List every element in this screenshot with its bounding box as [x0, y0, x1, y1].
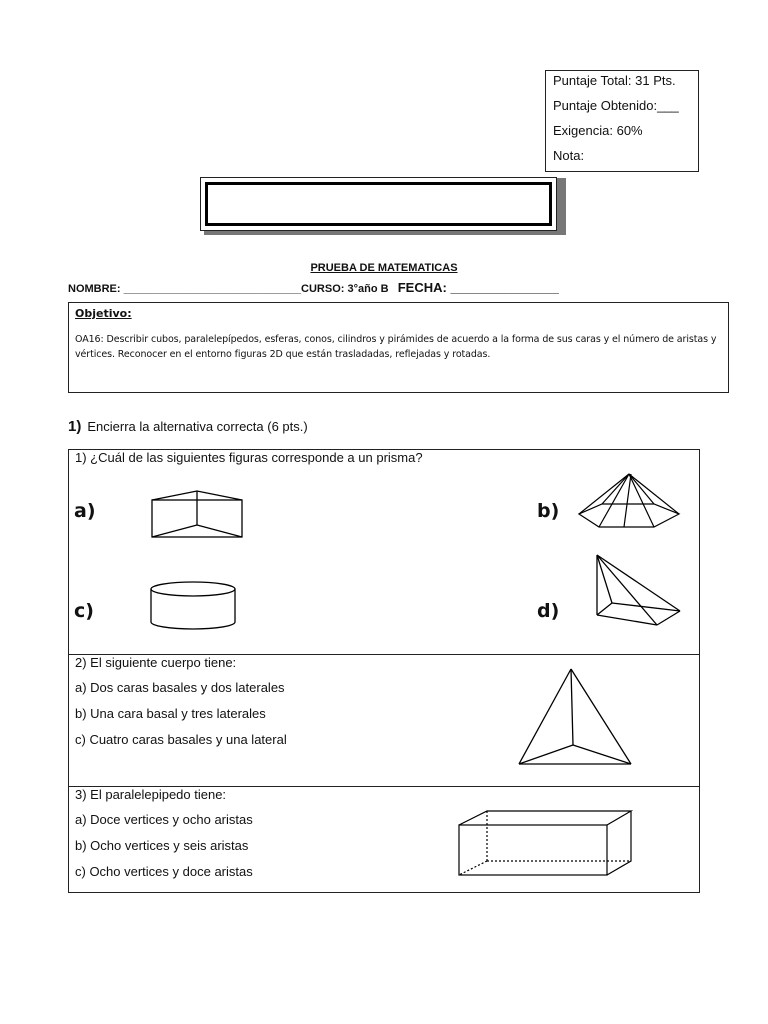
- question-3-box: [68, 787, 700, 893]
- option-d-label[interactable]: d): [537, 600, 560, 622]
- test-title: PRUEBA DE MATEMATICAS: [310, 262, 458, 274]
- option-c-label[interactable]: c): [74, 600, 94, 622]
- student-info-line: [68, 280, 559, 295]
- question-3-option-b[interactable]: b) Ocho vertices y seis aristas: [75, 838, 249, 853]
- score-exigencia: Exigencia: 60%: [553, 123, 643, 138]
- title-frame-box: [205, 182, 552, 226]
- objective-label: Objetivo:: [75, 307, 132, 320]
- score-box: [545, 70, 699, 172]
- score-nota: Nota:: [553, 148, 585, 163]
- option-a-label[interactable]: a): [74, 500, 96, 522]
- cylinder-icon[interactable]: [149, 580, 239, 632]
- question-3-text: 3) El paralelepipedo tiene:: [75, 787, 227, 802]
- triangular-pyramid-icon[interactable]: [592, 553, 682, 627]
- question-3-option-a[interactable]: a) Doce vertices y ocho aristas: [75, 812, 253, 827]
- triangular-prism-icon[interactable]: [149, 488, 249, 543]
- curso-label: CURSO: 3°año B: [301, 283, 389, 295]
- question-3-option-c[interactable]: c) Ocho vertices y doce aristas: [75, 864, 253, 879]
- score-total: Puntaje Total: 31 Pts.: [553, 73, 676, 88]
- nombre-field[interactable]: NOMBRE: _____________________________: [68, 283, 302, 295]
- objective-text: OA16: Describir cubos, paralelepípedos, esferas, conos, cilindros y pirámides de acuerdo a la forma de sus caras y el número de aristas y vértices. Reconocer en el entorno figuras 2D que están trasladadas, reflejadas y rotadas.: [75, 334, 717, 360]
- question-1-text: 1) ¿Cuál de las siguientes figuras corresponde a un prisma?: [75, 450, 423, 465]
- option-b-label[interactable]: b): [537, 500, 560, 522]
- section-instruction: Encierra la alternativa correcta (6 pts.): [87, 419, 308, 434]
- fecha-field[interactable]: FECHA: _______________: [397, 280, 559, 295]
- rectangular-prism-icon: [457, 809, 637, 877]
- question-2-option-c[interactable]: c) Cuatro caras basales y una lateral: [75, 732, 287, 747]
- question-2-option-b[interactable]: b) Una cara basal y tres laterales: [75, 706, 266, 721]
- question-1-box: [68, 449, 700, 655]
- section-number: 1): [68, 418, 82, 435]
- score-obtained: Puntaje Obtenido:___: [553, 98, 679, 113]
- section-heading: [68, 418, 308, 435]
- triangular-pyramid-icon: [516, 667, 636, 767]
- question-2-box: [68, 655, 700, 787]
- objective-box: [68, 302, 729, 393]
- pentagonal-pyramid-icon[interactable]: [574, 472, 684, 532]
- question-2-option-a[interactable]: a) Dos caras basales y dos laterales: [75, 680, 285, 695]
- question-2-text: 2) El siguiente cuerpo tiene:: [75, 655, 237, 670]
